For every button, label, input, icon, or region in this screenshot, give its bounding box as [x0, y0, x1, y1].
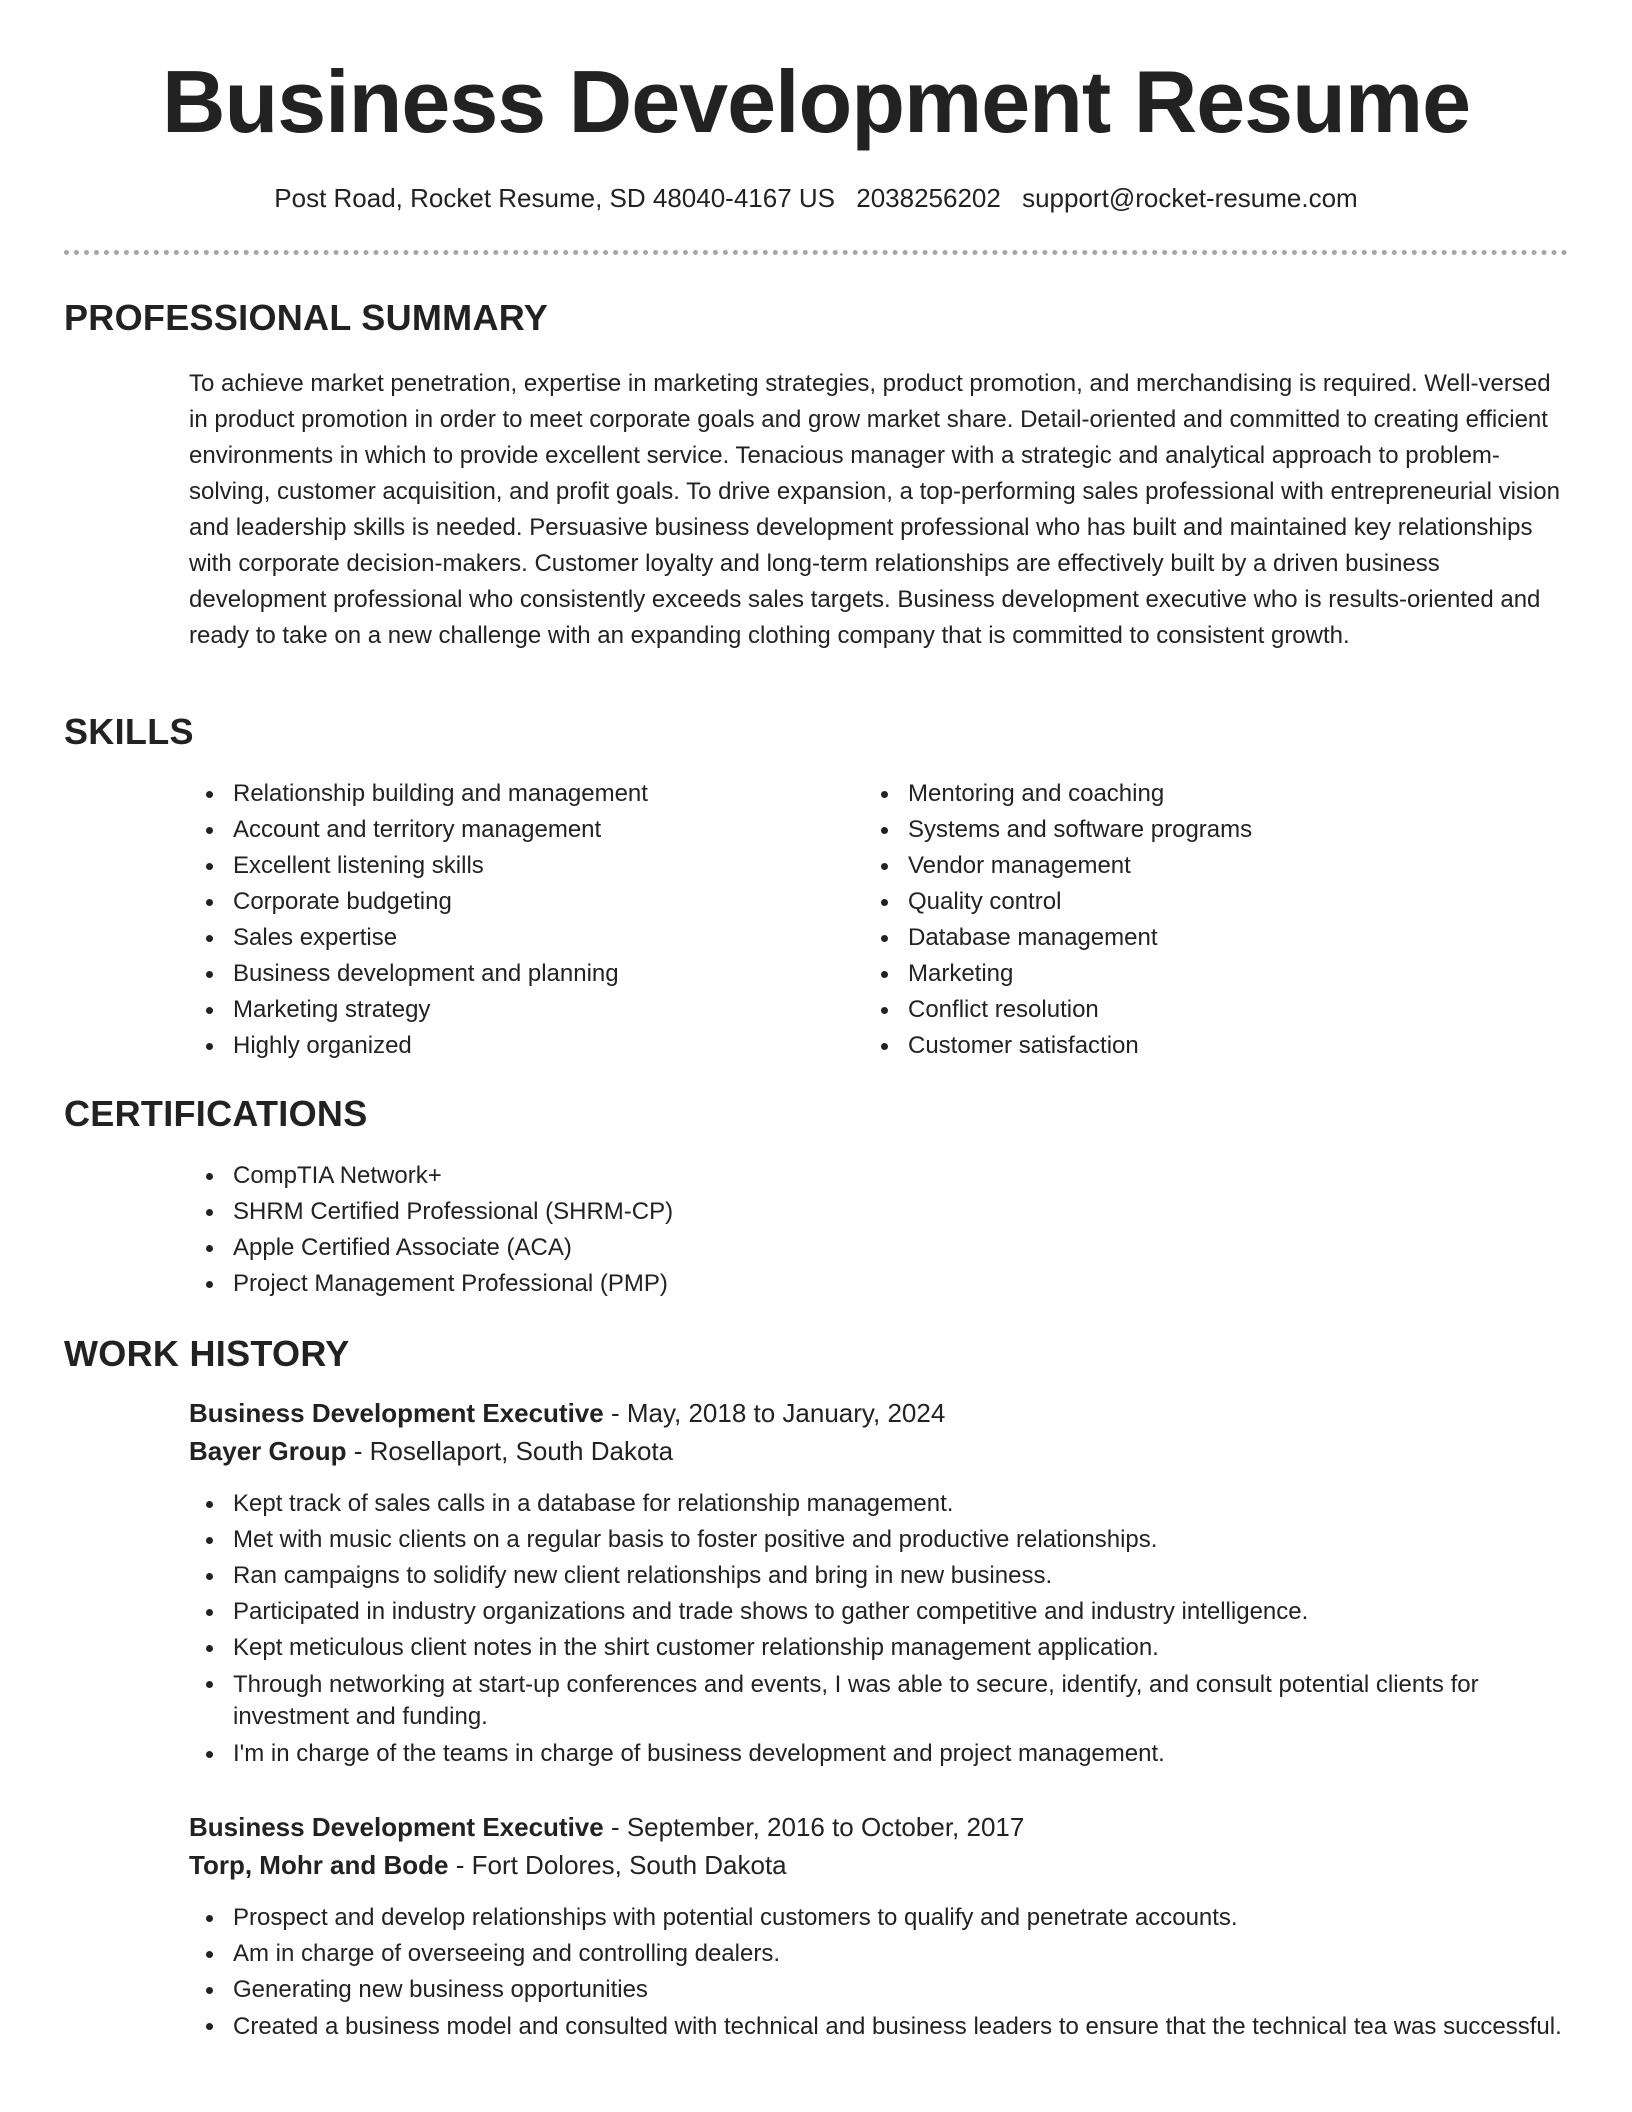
list-item: Apple Certified Associate (ACA) [189, 1230, 1389, 1266]
list-item: Relationship building and management [189, 776, 829, 812]
list-item: Prospect and develop relationships with potential customers to qualify and penetrate accounts. [189, 1900, 1569, 1936]
work-history-heading: WORK HISTORY [64, 1333, 350, 1374]
list-item: Business development and planning [189, 956, 829, 992]
job-role: Business Development Executive [189, 1398, 604, 1428]
contact-email: support@rocket-resume.com [1022, 183, 1358, 213]
summary-text: To achieve market penetration, expertise in marketing strategies, product promotion, and merchandising is required. Well-versed in product promotion in order to meet corporate goals and grow market share. Detail-oriented and committed to creating efficient environments in which to provide excellent service. Tenacious manager with a strategic and analytical approach to problem-solving, customer acquisition, and profit goals. To drive expansion, a top-performing sales professional with entrepreneurial vision and leadership skills is needed. Persuasive business development professional who has built and maintained key relationships with corporate decision-makers. Customer loyalty and long-term relationships are effectively built by a driven business development professional who consistently exceeds sales targets. Business development executive who is results-oriented and ready to take on a new challenge with an expanding clothing company that is committed to consistent growth. [189, 370, 1560, 649]
job-bullets [189, 1486, 1569, 1772]
list-item: Created a business model and consulted with technical and business leaders to ensure that the technical tea was successful. [189, 2008, 1569, 2046]
list-item: Project Management Professional (PMP) [189, 1266, 1389, 1302]
list-item: Participated in industry organizations and trade shows to gather competitive and industry intelligence. [189, 1594, 1569, 1630]
header-divider [64, 250, 1568, 255]
contact-phone: 2038256202 [856, 183, 1001, 213]
job-company: Bayer Group [189, 1436, 347, 1466]
job-company-line [189, 1846, 787, 1884]
list-item: CompTIA Network+ [189, 1158, 1389, 1194]
certifications-heading: CERTIFICATIONS [64, 1093, 368, 1134]
list-item: Mentoring and coaching [864, 776, 1564, 812]
list-item: Highly organized [189, 1028, 829, 1064]
list-item: Systems and software programs [864, 812, 1564, 848]
job-title-line [189, 1394, 945, 1432]
job-title-line [189, 1808, 1024, 1846]
job-dates: - May, 2018 to January, 2024 [603, 1398, 946, 1428]
list-item: Vendor management [864, 848, 1564, 884]
skills-list-right [864, 776, 1564, 1064]
contact-address: Post Road, Rocket Resume, SD 48040-4167 US [274, 183, 836, 213]
skills-list-left [189, 776, 829, 1064]
summary-heading: PROFESSIONAL SUMMARY [64, 297, 549, 338]
list-item: Customer satisfaction [864, 1028, 1564, 1064]
list-item: Am in charge of overseeing and controlling dealers. [189, 1936, 1569, 1972]
job-company: Torp, Mohr and Bode [189, 1850, 449, 1880]
list-item: Kept meticulous client notes in the shirt customer relationship management application. [189, 1630, 1569, 1666]
job-company-line [189, 1432, 673, 1470]
list-item: Kept track of sales calls in a database for relationship management. [189, 1486, 1569, 1522]
job-role: Business Development Executive [189, 1812, 604, 1842]
list-item: Conflict resolution [864, 992, 1564, 1028]
list-item: Marketing [864, 956, 1564, 992]
list-item: Generating new business opportunities [189, 1972, 1569, 2008]
job-dates: - September, 2016 to October, 2017 [603, 1812, 1025, 1842]
list-item: Met with music clients on a regular basis to foster positive and productive relationships. [189, 1522, 1569, 1558]
certifications-list [189, 1158, 1389, 1302]
list-item: Excellent listening skills [189, 848, 829, 884]
job-location: - Fort Dolores, South Dakota [448, 1850, 787, 1880]
list-item: I'm in charge of the teams in charge of business development and project management. [189, 1736, 1569, 1772]
list-item: Through networking at start-up conferences and events, I was able to secure, identify, and consult potential clients for investment and funding. [189, 1666, 1569, 1736]
list-item: Quality control [864, 884, 1564, 920]
list-item: Account and territory management [189, 812, 829, 848]
resume-title: Business Development Resume [161, 52, 1471, 151]
list-item: Ran campaigns to solidify new client relationships and bring in new business. [189, 1558, 1569, 1594]
list-item: Corporate budgeting [189, 884, 829, 920]
list-item: SHRM Certified Professional (SHRM-CP) [189, 1194, 1389, 1230]
list-item: Sales expertise [189, 920, 829, 956]
job-location: - Rosellaport, South Dakota [346, 1436, 674, 1466]
job-bullets [189, 1900, 1569, 2046]
skills-heading: SKILLS [64, 711, 194, 752]
list-item: Marketing strategy [189, 992, 829, 1028]
list-item: Database management [864, 920, 1564, 956]
contact-line [0, 180, 1632, 216]
